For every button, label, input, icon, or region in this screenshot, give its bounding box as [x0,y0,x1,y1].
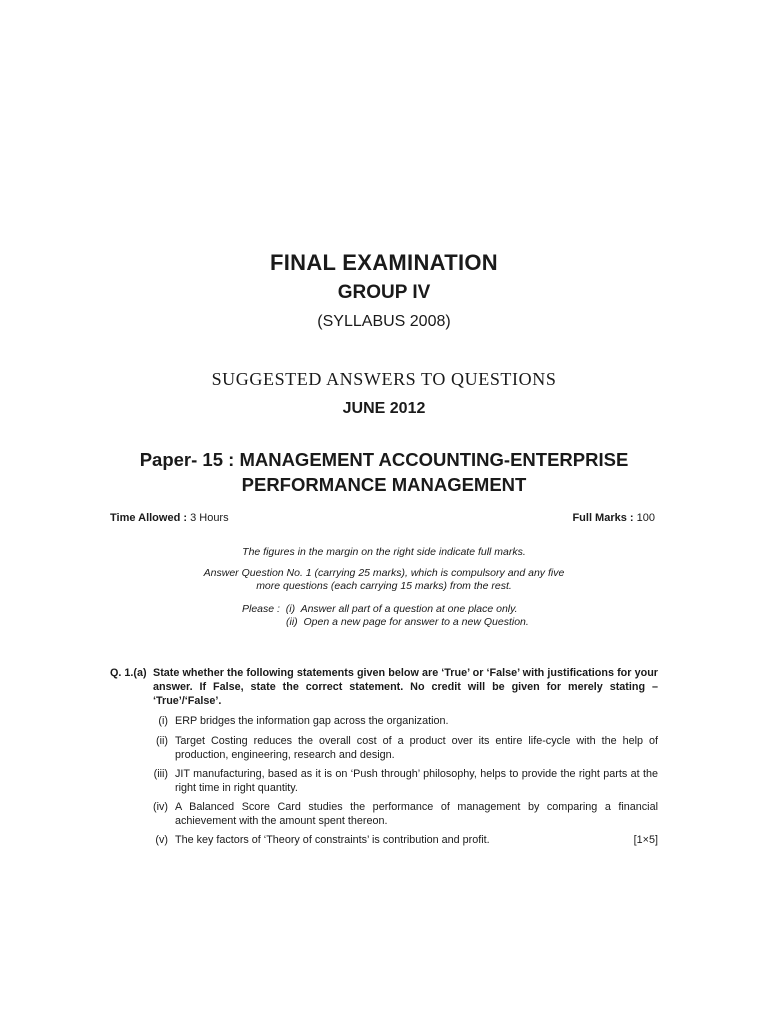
answer-note: Answer Question No. 1 (carrying 25 marks), which is compulsory and any five more questions (each carrying 15 marks) from the rest. [203,567,565,592]
syllabus-heading: (SYLLABUS 2008) [317,313,451,330]
item-number: (iii) [153,768,168,780]
question-number: Q. 1.(a) [110,667,147,679]
full-marks-label: Full Marks : [572,512,634,524]
margin-note: The figures in the margin on the right side indicate full marks. [242,546,526,558]
item-text: JIT manufacturing, based as it is on ‘Push through’ philosophy, helps to provide the right parts at the right time in right quantity. [175,768,658,794]
paper-title-line1: Paper- 15 : MANAGEMENT ACCOUNTING-ENTERPRISE [139,449,629,470]
please-item-2: (ii) Open a new page for answer to a new Question. [286,616,529,628]
item-text: ERP bridges the information gap across the organization. [175,715,449,727]
time-allowed [110,512,229,524]
please-label: Please : [242,603,280,615]
time-allowed-label: Time Allowed : [110,512,188,524]
item-text: A Balanced Score Card studies the performance of management by comparing a financial achievement with the amount spent thereon. [175,801,658,827]
item-number: (i) [158,715,168,727]
question-marks: [1×5] [633,834,658,846]
item-number: (iv) [153,801,168,813]
full-marks-value: 100 [636,512,655,524]
time-allowed-value: 3 Hours [190,512,229,524]
item-text: The key factors of ‘Theory of constraints’ is contribution and profit. [175,834,490,846]
question-text: State whether the following statements given below are ‘True’ or ‘False’ with justifications for your answer. If False, state the correct statement. No credit will be given for merely stating – ‘True’/‘False’. [153,667,658,707]
paper-title-line2: PERFORMANCE MANAGEMENT [241,474,527,495]
item-text: Target Costing reduces the overall cost of a product over its entire life-cycle with the help of production, engineering, research and design. [175,735,658,761]
exam-title: FINAL EXAMINATION [270,250,498,275]
item-number: (ii) [156,735,168,747]
please-item-1: (i) Answer all part of a question at one place only. [285,603,518,615]
item-number: (v) [155,834,168,846]
session-heading: JUNE 2012 [342,400,426,417]
full-marks [572,512,655,524]
group-heading: GROUP IV [337,282,431,303]
suggested-answers-heading: SUGGESTED ANSWERS TO QUESTIONS [211,369,557,389]
please-instructions [242,603,529,629]
